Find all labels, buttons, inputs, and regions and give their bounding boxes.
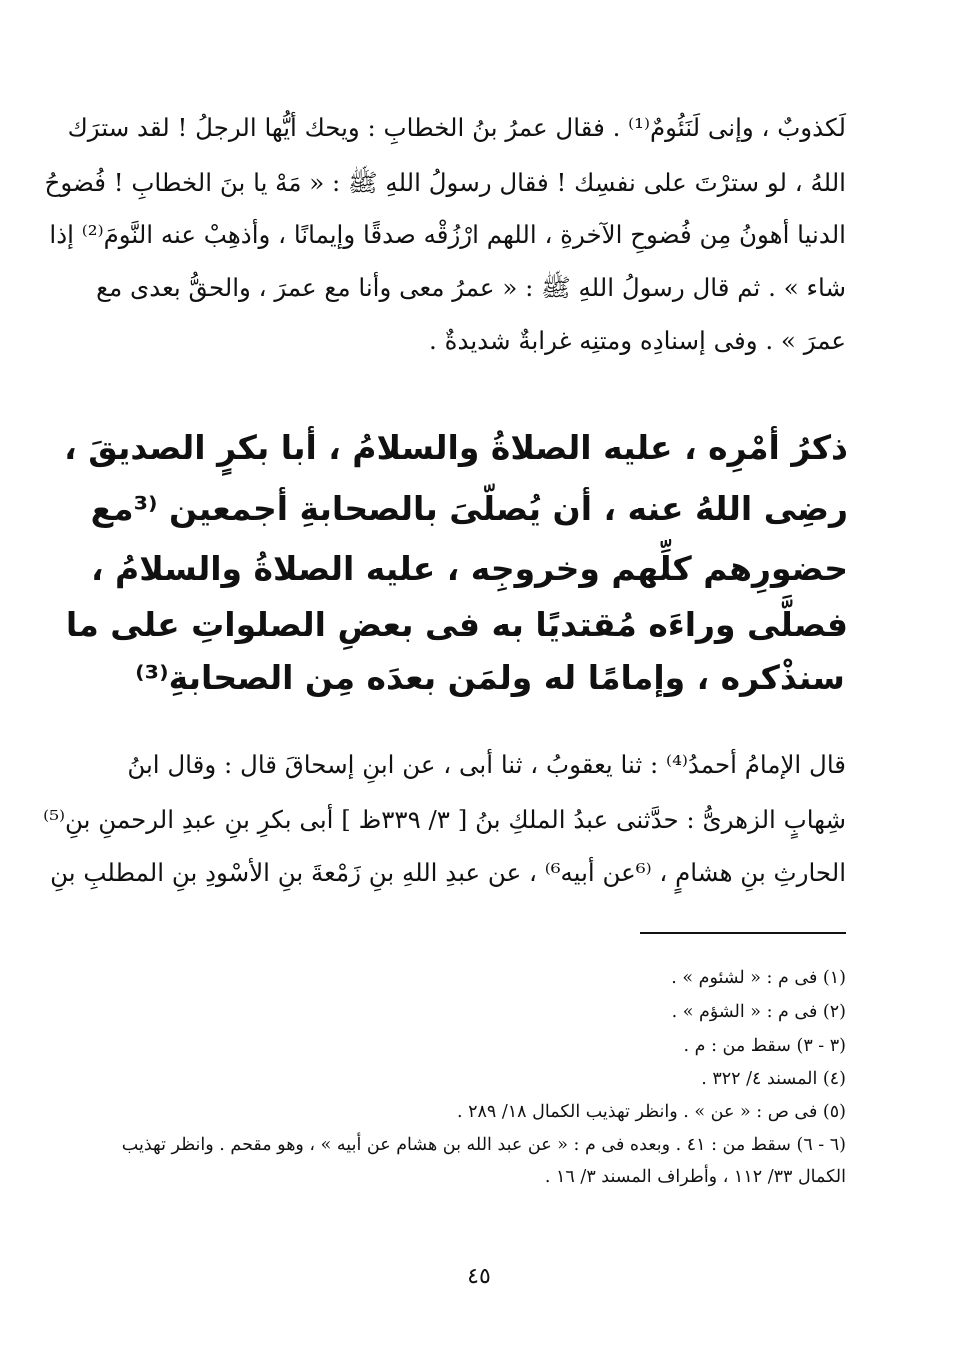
- top-paragraph-line-5: عمرَ » . وفى إسنادِه ومتنِه غرابةٌ شديدةٌ .: [429, 326, 846, 355]
- chapter-heading-line-5: سنذْكره ، وإمامًا له ولمَن بعدَه مِن الصحابةِ⁽³⁾: [135, 658, 845, 697]
- footnote-5: (٥) فى ص : « عن » . وانظر تهذيب الكمال ١٨/ ٢٨٩ .: [456, 1102, 846, 1122]
- second-paragraph-line-1: قال الإمامُ أحمدُ⁽⁴⁾ : ثنا يعقوبُ ، ثنا أبى ، عن ابنِ إسحاقَ قال : وقال ابنُ: [127, 750, 846, 779]
- chapter-heading-line-4: فصلَّى وراءَه مُقتديًا به فى بعضِ الصلواتِ على ما: [65, 605, 848, 644]
- footnote-separator: [640, 932, 846, 934]
- second-paragraph-line-2: شِهابٍ الزهرىُّ : حدَّثنى عبدُ الملكِ بنُ [ ٣/ ٣٣٩ظ ] أبى بكرِ بنِ عبدِ الرحمنِ بنِ⁽⁵⁾: [43, 805, 846, 834]
- page-number: ٤٥: [467, 1264, 491, 1289]
- chapter-heading-line-3: حضورِهم كلِّهم وخروجِه ، عليه الصلاةُ والسلامُ ،: [91, 549, 848, 588]
- footnote-1: (١) فى م : « لشئوم » .: [671, 968, 846, 988]
- top-paragraph-line-2: اللهُ ، لو سترْتَ على نفسِك ! فقال رسولُ اللهِ ﷺ : « مَهْ يا بنَ الخطابِ ! فُضوحُ: [44, 168, 846, 197]
- footnote-4: (٤) المسند ٤/ ٣٢٢ .: [701, 1069, 846, 1089]
- chapter-heading-line-1: ذكرُ أمْرِه ، عليه الصلاةُ والسلامُ ، أبا بكرٍ الصديقَ ،: [64, 428, 848, 467]
- footnote-6-continued: الكمال ٣٣/ ١١٢ ، وأطراف المسند ٣/ ١٦ .: [544, 1167, 846, 1187]
- chapter-heading-line-2: رضِى اللهُ عنه ، أن يُصلّىَ بالصحابةِ أجمعين ⁽³مع: [90, 489, 848, 528]
- top-paragraph-line-3: الدنيا أهونُ مِن فُضوحِ الآخرةِ ، اللهم ارْزُقْه صدقًا وإيمانًا ، وأذهِبْ عنه النَّومَ⁽²⁾ إذا: [49, 220, 846, 249]
- footnote-3: (٣ - ٣) سقط من : م .: [683, 1036, 846, 1056]
- top-paragraph-line-1: لَكذوبٌ ، وإنى لَنَئُومٌ⁽¹⁾ . فقال عمرُ بنُ الخطابِ : ويحك أيُّها الرجلُ ! لقد سترَك: [67, 113, 846, 142]
- top-paragraph-line-4: شاء » . ثم قال رسولُ اللهِ ﷺ : « عمرُ معى وأنا مع عمرَ ، والحقُّ بعدى مع: [96, 273, 846, 302]
- second-paragraph-line-3: الحارثِ بنِ هشامٍ ، ⁽⁶عن أبيه⁶⁾ ، عن عبدِ اللهِ بنِ زَمْعةَ بنِ الأسْودِ بنِ المطلبِ بنِ: [50, 858, 846, 887]
- footnote-2: (٢) فى م : « الشؤم » .: [671, 1002, 846, 1022]
- footnote-6: (٦ - ٦) سقط من : ٤١ . وبعده فى م : « عن عبد الله بن هشام عن أبيه » ، وهو مقحم . وانظر تهذيب: [121, 1135, 846, 1155]
